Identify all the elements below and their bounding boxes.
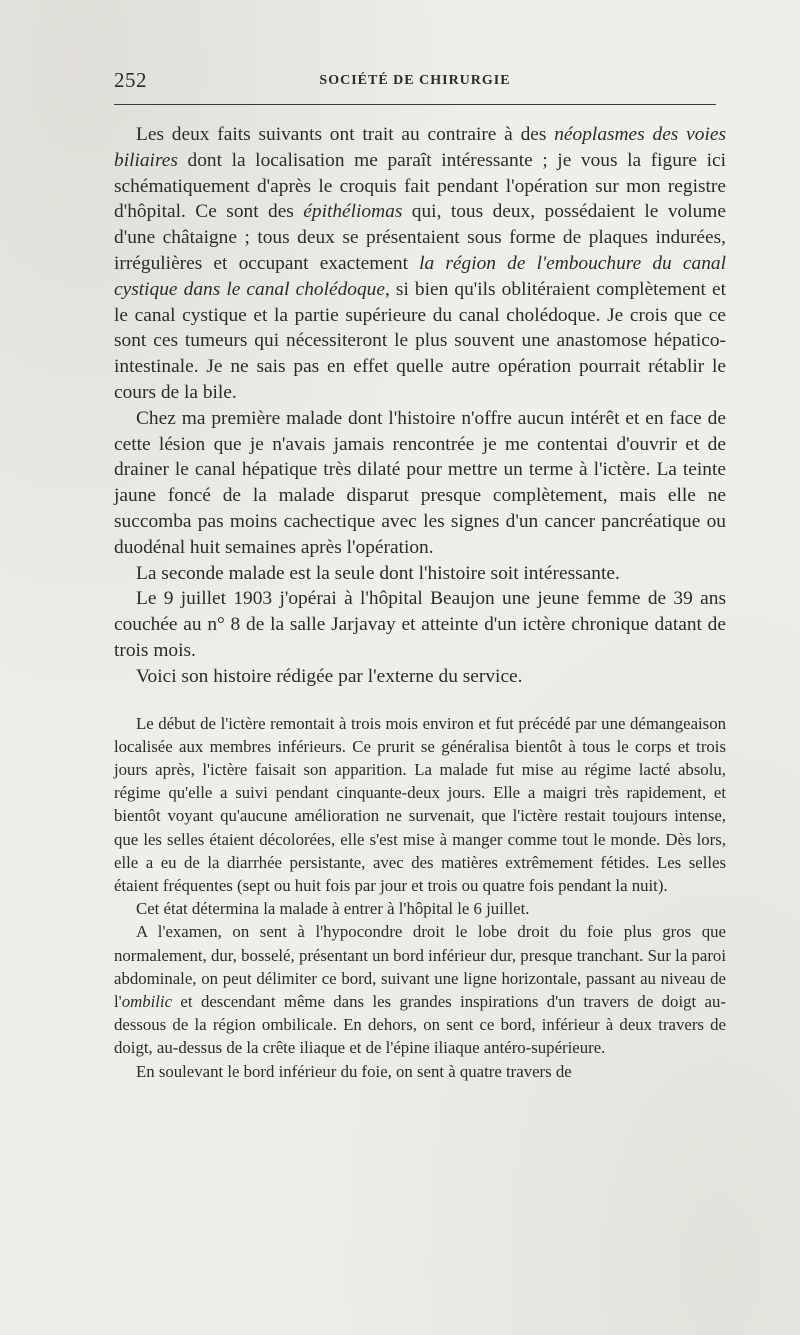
case-paragraph-3-part-a: A l'examen, on sent à l'hypocondre droit le lobe droit du foie plus gros que normalement, dur, bosselé, présentant un bord inférieur dur, presque tranchant. Sur la paroi abdominale, on peut délimiter ce bord, suivant une ligne horizontale, passant au niveau de l' (114, 922, 726, 1011)
case-paragraph-4: En soulevant le bord inférieur du foie, on sent à quatre travers de (136, 1061, 572, 1081)
paragraph-1 (114, 122, 726, 406)
page-number: 252 (114, 68, 147, 92)
running-title: SOCIÉTÉ DE CHIRURGIE (319, 73, 511, 88)
page-header (114, 68, 716, 98)
case-paragraph-1: Le début de l'ictère remontait à trois mois environ et fut précédé par une démangeaison localisée aux membres inférieurs. Ce prurit se généralisa bientôt à tous le corps et trois jours après, l'ictère faisait son apparition. La malade fut mise au régime lacté absolu, régime qu'elle a suivi pendant cinquante-deux jours. Elle a maigri très rapidement, et bientôt voyant qu'aucune amélioration ne survenait, que l'ictère restait toujours intense, que les selles étaient décolorées, elle s'est mise à manger comme tout le monde. Dès lors, elle a eu de la diarrhée persistante, avec des matières extrêmement fétides. Les selles étaient fréquentes (sept ou huit fois par jour et trois ou quatre fois pendant la nuit). (114, 713, 726, 895)
case-history (114, 712, 726, 1083)
case-paragraph-3 (114, 920, 726, 1059)
case-paragraph-2: Cet état détermina la malade à entrer à l'hôpital le 6 juillet. (136, 899, 530, 919)
paragraph-1-part-a: Les deux faits suivants ont trait au contraire à des (136, 124, 555, 145)
emphasis-neoplasmes: néoplasmes des voies biliaires (114, 124, 726, 171)
emphasis-region: la région de l'embouchure du canal cystique dans le canal cholédoque (114, 252, 726, 300)
main-text (114, 122, 726, 690)
case-paragraph-3-part-b: et descendant même dans les grandes inspirations d'un travers de doigt au-dessous de la région ombilicale. En dehors, on sent ce bord, inférieur à deux travers de doigt, au-dessus de la crête iliaque et de l'épine iliaque antéro-supérieure. (114, 991, 726, 1058)
paragraph-1-part-d: , si bien qu'ils oblitéraient complètement et le canal cystique et la partie supérieure du canal cholédoque. Je crois que ce sont ces tumeurs qui nécessiteront le plus souvent une anastomose hépatico-intestinale. Je ne sais pas en effet quelle autre opération pourrait rétablir le cours de la bile. (114, 278, 726, 403)
paragraph-1-part-b: dont la localisation me paraît intéressante ; je vous la figure ici schématiquement d'après le croquis fait pendant l'opération sur mon registre d'hôpital. Ce sont des (114, 149, 726, 223)
header-rule (114, 104, 716, 105)
paragraph-5: Voici son histoire rédigée par l'externe du service. (136, 665, 523, 687)
paragraph-1-part-c: qui, tous deux, possédaient le volume d'une châtaigne ; tous deux se présentaient sous forme de plaques indurées, irrégulières et occupant exactement (114, 201, 726, 274)
emphasis-epitheliomas: épithéliomas (303, 201, 403, 223)
emphasis-ombilic: ombilic (121, 991, 173, 1011)
paragraph-4: Le 9 juillet 1903 j'opérai à l'hôpital Beaujon une jeune femme de 39 ans couchée au n° 8 de la salle Jarjavay et atteinte d'un ictère chronique datant de trois mois. (114, 588, 726, 661)
paragraph-3: La seconde malade est la seule dont l'histoire soit intéressante. (136, 562, 620, 584)
paragraph-2: Chez ma première malade dont l'histoire n'offre aucun intérêt et en face de cette lésion que je n'avais jamais rencontrée je me contentai d'ouvrir et de drainer le canal hépatique très dilaté pour mettre un terme à l'ictère. La teinte jaune foncé de la malade disparut presque complètement, mais elle ne succomba pas moins cachectique avec les signes d'un cancer pancréatique ou duodénal huit semaines après l'opération. (114, 407, 726, 558)
body-text (114, 122, 726, 1083)
